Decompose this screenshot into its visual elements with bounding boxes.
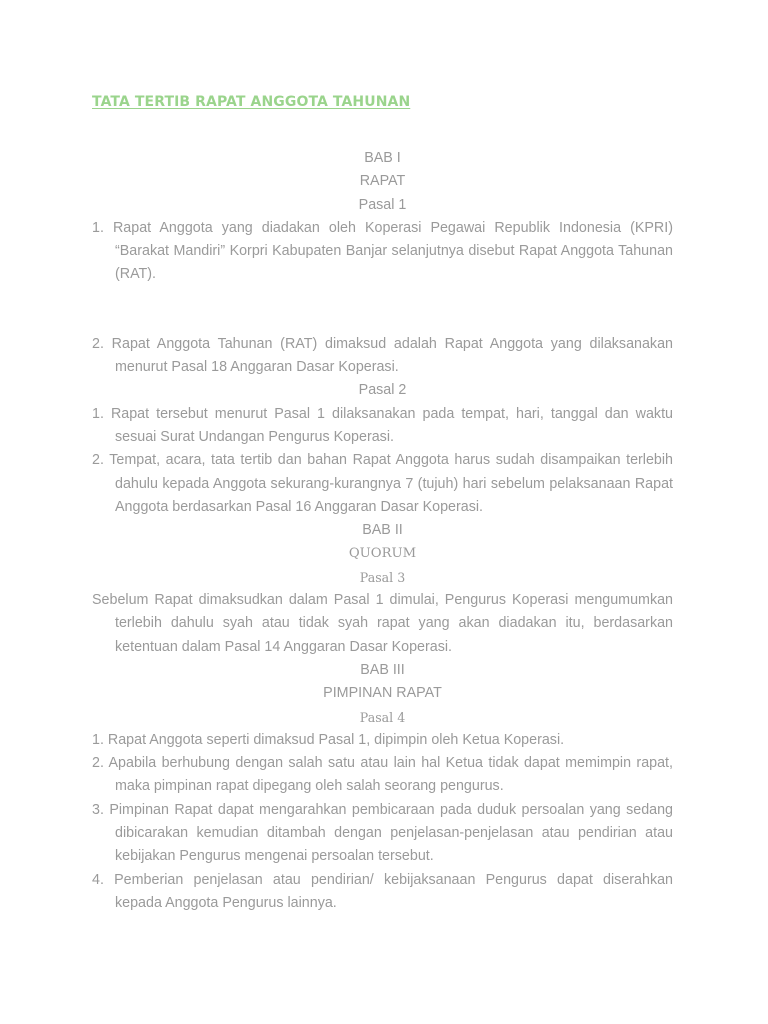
pasal-3-paragraph: Sebelum Rapat dimaksudkan dalam Pasal 1 dimulai, Pengurus Koperasi mengumumkan terlebih dahulu syah atau tidak syah rapat yang akan diadakan itu, berdasarkan ketentuan dalam Pasal 14 Anggaran Dasar Koperasi. bbox=[92, 592, 673, 655]
pasal-1-item-1: 1. Rapat Anggota yang diadakan oleh Koperasi Pegawai Republik Indonesia (KPRI) “Barakat Mandiri” Korpri Kabupaten Banjar selanjutnya disebut Rapat Anggota Tahunan (RAT). bbox=[92, 219, 673, 283]
pasal-2-label: Pasal 2 bbox=[358, 382, 407, 399]
bab-2-subheading: QUORUM bbox=[348, 546, 417, 562]
spacer bbox=[92, 287, 673, 333]
pasal-4-item-3: 3. Pimpinan Rapat dapat mengarahkan pembicaraan pada duduk persoalan yang sedang dibicarakan kemudian ditambah dengan penjelasan-penjelasan atau pendirian atau kebijakan Pengurus mengenai persoalan tersebut. bbox=[92, 801, 673, 865]
pasal-2-item-1: 1. Rapat tersebut menurut Pasal 1 dilaksanakan pada tempat, hari, tanggal dan waktu sesuai Surat Undangan Pengurus Koperasi. bbox=[92, 405, 673, 445]
pasal-4-item-2: 2. Apabila berhubung dengan salah satu atau lain hal Ketua tidak dapat memimpin rapat, maka pimpinan rapat dipegang oleh salah seorang pengurus. bbox=[92, 755, 673, 795]
bab-3-heading: BAB III bbox=[360, 661, 405, 678]
bab-1-heading: BAB I bbox=[364, 150, 401, 166]
pasal-3-label: Pasal 3 bbox=[359, 569, 406, 585]
pasal-4-label: Pasal 4 bbox=[359, 709, 406, 725]
document-page bbox=[92, 92, 673, 915]
bab-3-subheading: PIMPINAN RAPAT bbox=[323, 685, 442, 702]
document-title: TATA TERTIB RAPAT ANGGOTA TAHUNAN bbox=[92, 94, 411, 110]
pasal-2-item-2: 2. Tempat, acara, tata tertib dan bahan Rapat Anggota harus sudah disampaikan terlebih dahulu kepada Anggota sekurang-kurangnya 7 (tujuh) hari sebelum pelaksanaan Rapat Anggota berdasarkan Pasal 16 Anggaran Dasar Koperasi. bbox=[92, 452, 673, 515]
pasal-1-item-2: 2. Rapat Anggota Tahunan (RAT) dimaksud adalah Rapat Anggota yang dilaksanakan menurut Pasal 18 Anggaran Dasar Koperasi. bbox=[92, 335, 673, 376]
pasal-4-item-1: 1. Rapat Anggota seperti dimaksud Pasal 1, dipimpin oleh Ketua Koperasi. bbox=[92, 731, 565, 748]
pasal-4-item-4: 4. Pemberian penjelasan atau pendirian/ kebijaksanaan Pengurus dapat diserahkan kepada Anggota Pengurus lainnya. bbox=[92, 871, 673, 911]
bab-1-subheading: RAPAT bbox=[359, 173, 406, 190]
bab-2-heading: BAB II bbox=[362, 522, 403, 539]
pasal-1-label: Pasal 1 bbox=[358, 196, 407, 213]
